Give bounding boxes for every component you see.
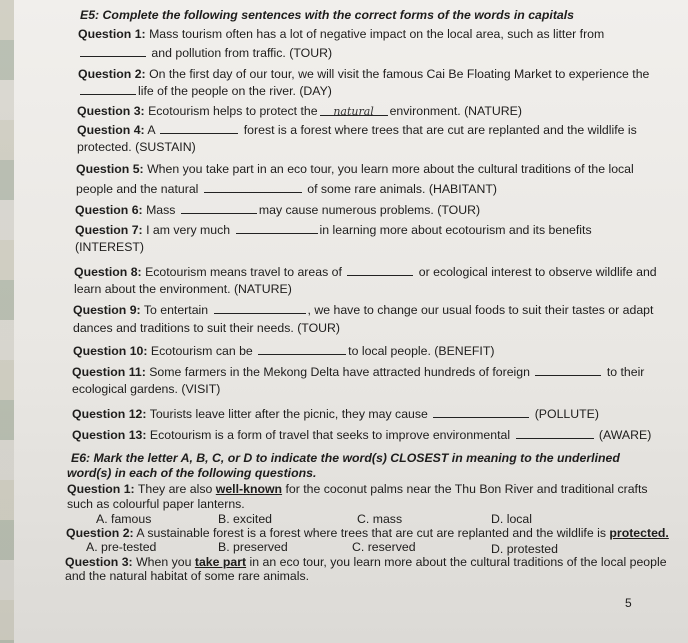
question-text: of some rare animals. (HABITANT): [307, 182, 497, 196]
question-text: When you: [136, 555, 192, 569]
question-5-line-1: [76, 162, 634, 177]
option-b[interactable]: B. preserved: [218, 540, 288, 554]
question-1-line-1: [78, 27, 604, 42]
question-3-line-1: [77, 104, 522, 119]
question-text: To entertain: [143, 303, 209, 317]
question-label: Question 4:: [77, 123, 145, 137]
answer-blank[interactable]: [181, 202, 257, 214]
question-text: to their: [606, 365, 645, 379]
question-8-line-2: learn about the environment. (NATURE): [74, 282, 292, 296]
option-a[interactable]: A. pre-tested: [86, 540, 157, 554]
question-text: A sustainable forest is a forest where trees that are cut are replanted and the wildlife is: [136, 526, 606, 540]
question-label: Question 3:: [77, 104, 145, 118]
question-text: people and the natural: [76, 182, 199, 196]
question-text: A: [147, 123, 155, 137]
question-11-line-1: [72, 364, 644, 380]
question-9-line-2: dances and traditions to suit their needs. (TOUR): [73, 321, 341, 335]
question-text: Ecotourism can be: [150, 344, 253, 358]
handwritten-answer: natural: [333, 105, 374, 118]
answer-blank[interactable]: [320, 104, 388, 116]
question-7-line-1: [75, 222, 592, 238]
question-text: Some farmers in the Mekong Delta have attracted hundreds of foreign: [149, 365, 530, 379]
option-a[interactable]: A. famous: [96, 512, 152, 526]
question-text: Ecotourism is a form of travel that seeks to improve environmental: [149, 428, 511, 442]
question-text: Mass: [146, 203, 176, 217]
question-13-line-1: [72, 427, 651, 443]
question-text: Ecotourism helps to protect the: [148, 104, 318, 118]
question-5-line-2: [76, 181, 497, 197]
question-6-line-1: [75, 202, 480, 218]
question-text: Mass tourism often has a lot of negative impact on the local area, such as litter from: [149, 27, 605, 41]
question-text: life of the people on the river. (DAY): [138, 84, 332, 98]
question-label: Question 10:: [73, 344, 148, 358]
e6-question-3-line-1: [65, 555, 667, 570]
question-label: Question 2:: [78, 67, 146, 81]
page-number: 5: [625, 596, 632, 610]
question-text: in an eco tour, you learn more about the cultural traditions of the local people: [249, 555, 667, 569]
answer-blank[interactable]: [236, 222, 318, 234]
question-4-line-2: protected. (SUSTAIN): [77, 140, 196, 154]
question-2-line-2: [78, 83, 332, 99]
question-1-line-2: [78, 45, 332, 61]
question-label: Question 11:: [72, 365, 146, 379]
question-label: Question 12:: [72, 407, 147, 421]
question-text: They are also: [137, 482, 213, 496]
e6-question-1-line-2: such as colourful paper lanterns.: [67, 497, 245, 511]
question-8-line-1: [74, 264, 657, 280]
question-text: When you take part in an eco tour, you learn more about the cultural traditions of the local: [147, 162, 634, 176]
question-text: and pollution from traffic. (TOUR): [151, 46, 333, 60]
question-11-line-2: ecological gardens. (VISIT): [72, 382, 221, 396]
question-label: Question 2:: [66, 526, 134, 540]
question-text: Tourists leave litter after the picnic, they may cause: [149, 407, 428, 421]
question-label: Question 1:: [78, 27, 146, 41]
question-7-line-2: (INTEREST): [75, 240, 144, 254]
underlined-word: take part: [194, 555, 247, 569]
question-text: or ecological interest to observe wildlife and: [418, 265, 657, 279]
underlined-word: protected.: [609, 526, 669, 540]
question-text: I am very much: [146, 223, 231, 237]
question-label: Question 3:: [65, 555, 133, 569]
question-text: environment. (NATURE): [389, 104, 522, 118]
question-text: in learning more about ecotourism and its benefits: [319, 223, 592, 237]
question-text: (POLLUTE): [534, 407, 599, 421]
answer-blank[interactable]: [516, 427, 594, 439]
question-label: Question 8:: [74, 265, 142, 279]
answer-blank[interactable]: [535, 364, 601, 376]
question-10-line-1: [73, 343, 494, 359]
answer-blank[interactable]: [80, 83, 136, 95]
question-4-line-1: [77, 122, 637, 138]
answer-blank[interactable]: [214, 302, 306, 314]
exercise-e6-heading-line-1: E6: Mark the letter A, B, C, or D to indicate the word(s) CLOSEST in meaning to the underlined: [71, 451, 620, 465]
e6-question-2-line-1: [66, 526, 669, 541]
answer-blank[interactable]: [204, 181, 302, 193]
exercise-e6-heading-line-2: word(s) in each of the following questions.: [67, 466, 317, 480]
question-text: , we have to change our usual foods to suit their tastes or adapt: [307, 303, 654, 317]
question-label: Question 7:: [75, 223, 143, 237]
e6-question-3-line-2: and the natural habitat of some rare animals.: [65, 569, 310, 583]
answer-blank[interactable]: [347, 264, 413, 276]
option-d[interactable]: D. protested: [491, 542, 558, 556]
answer-blank[interactable]: [160, 122, 238, 134]
question-label: Question 6:: [75, 203, 143, 217]
background-fabric: [0, 0, 14, 643]
question-label: Question 5:: [76, 162, 144, 176]
question-text: forest is a forest where trees that are cut are replanted and the wildlife is: [243, 123, 637, 137]
question-text: Ecotourism means travel to areas of: [145, 265, 342, 279]
question-label: Question 13:: [72, 428, 147, 442]
option-c[interactable]: C. reserved: [352, 540, 416, 554]
option-c[interactable]: C. mass: [357, 512, 403, 526]
question-text: may cause numerous problems. (TOUR): [258, 203, 481, 217]
question-12-line-1: [72, 406, 599, 422]
e6-question-1-line-1: [67, 482, 648, 497]
question-text: (AWARE): [598, 428, 652, 442]
option-d[interactable]: D. local: [491, 512, 533, 526]
question-text: On the first day of our tour, we will visit the famous Cai Be Floating Market to experience the: [149, 67, 650, 81]
question-text: for the coconut palms near the Thu Bon River and traditional crafts: [285, 482, 648, 496]
question-2-line-1: [78, 67, 649, 82]
underlined-word: well-known: [215, 482, 283, 496]
question-label: Question 9:: [73, 303, 141, 317]
question-9-line-1: [73, 302, 653, 318]
answer-blank[interactable]: [258, 343, 346, 355]
question-text: to local people. (BENEFIT): [348, 344, 495, 358]
answer-blank[interactable]: [80, 45, 146, 57]
answer-blank[interactable]: [433, 406, 529, 418]
exercise-e5-heading: E5: Complete the following sentences with the correct forms of the words in capitals: [80, 8, 575, 22]
question-label: Question 1:: [67, 482, 135, 496]
option-b[interactable]: B. excited: [218, 512, 272, 526]
